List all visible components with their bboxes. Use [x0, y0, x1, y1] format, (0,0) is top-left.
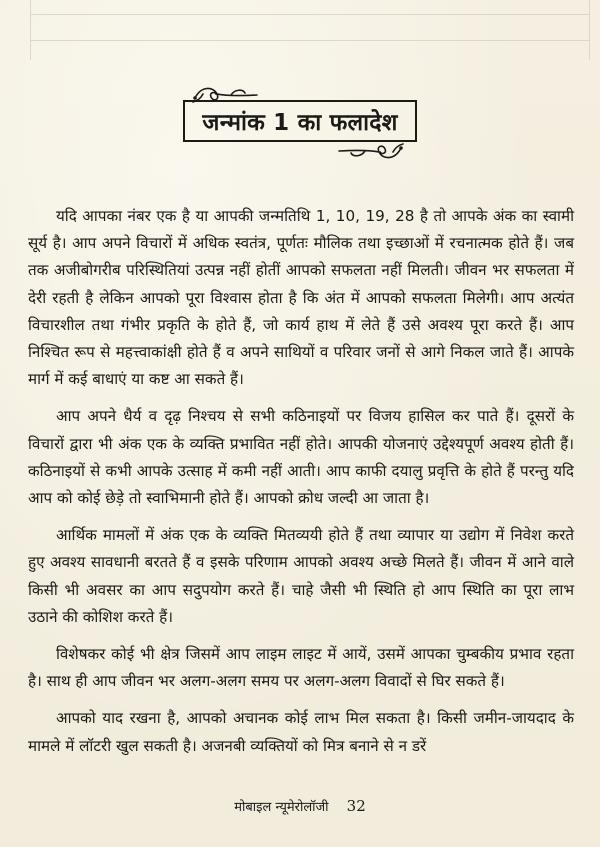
paragraph: आप अपने धैर्य व दृढ़ निश्चय से सभी कठिनाइयों पर विजय हासिल कर पाते हैं। दूसरों के विचारों द्वारा भी अंक एक के व्यक्ति प्रभावित नहीं होते। आपकी योजनाएं उद्देश्यपूर्ण अवश्य होती हैं। कठिनाइयों से कभी आपके उत्साह में कमी नहीं आती। आप काफी दयालु प्रवृत्ति के होते हैं परन्तु यदि आप को कोई छेड़े तो स्वाभिमानी होते हैं। आपको क्रोध जल्दी आ जाता है। — [28, 407, 574, 508]
paragraph: आपको याद रखना है, आपको अचानक कोई लाभ मिल सकता है। किसी जमीन-जायदाद के मामले में लॉटरी खुल सकती है। अजनबी व्यक्तियों को मित्र बनाने से न डरें — [28, 709, 574, 755]
page-number: 32 — [346, 797, 366, 815]
running-footer-title: मोबाइल न्यूमेरोलॉजी — [234, 800, 329, 815]
heading-box — [183, 100, 417, 142]
paragraph: यदि आपका नंबर एक है या आपकी जन्मतिथि 1, 10, 19, 28 है तो आपके अंक का स्वामी सूर्य है। आप अपने विचारों में अधिक स्वतंत्र, पूर्णतः मौलिक तथा इच्छाओं में रचनात्मक होते हैं। जब तक अजीबोगरीब परिस्थितियां उत्पन्न नहीं होतीं आपको सफलता नहीं मिलती। जीवन भर सफलता में देरी रहती है लेकिन आपको पूरा विश्वास होता है कि अंत में आपको सफलता मिलेगी। आप अत्यंत विचारशील तथा गंभीर प्रकृति के होते हैं, जो कार्य हाथ में लेते हैं उसे अवश्य पूरा करते हैं। आप निश्चित रूप से महत्त्वाकांक्षी होते हैं व अपने साथियों व परिवार जनों से आगे निकल जाते हैं। आपके मार्ग में कई बाधाएं या कष्ट आ सकते हैं। — [28, 207, 574, 389]
body-text — [28, 203, 574, 770]
paragraph: आर्थिक मामलों में अंक एक के व्यक्ति मितव्ययी होते हैं तथा व्यापार या उद्योग में निवेश करते हुए अवश्य सावधानी बरतते हैं व इसके परिणाम आपको अवश्य अच्छे मिलते हैं। जीवन में आने वाले किसी भी अवसर का आप सदुपयोग करते हैं। चाहे जैसी भी स्थिति हो आप स्थिति का पूरा लाभ उठाने की कोशिश करते हैं। — [28, 526, 574, 626]
page-title: जन्मांक 1 का फलादेश — [202, 110, 398, 136]
chapter-heading — [175, 82, 425, 160]
paragraph: विशेषकर कोई भी क्षेत्र जिसमें आप लाइम लाइट में आयें, उसमें आपका चुम्बकीय प्रभाव रहता है। साथ ही आप जीवन भर अलग-अलग समय पर अलग-अलग विवादों से घिर सकते हैं। — [28, 645, 574, 691]
flourish-ornament-icon — [335, 140, 405, 164]
faint-ruled-lines — [30, 0, 590, 60]
page-footer — [0, 797, 600, 815]
